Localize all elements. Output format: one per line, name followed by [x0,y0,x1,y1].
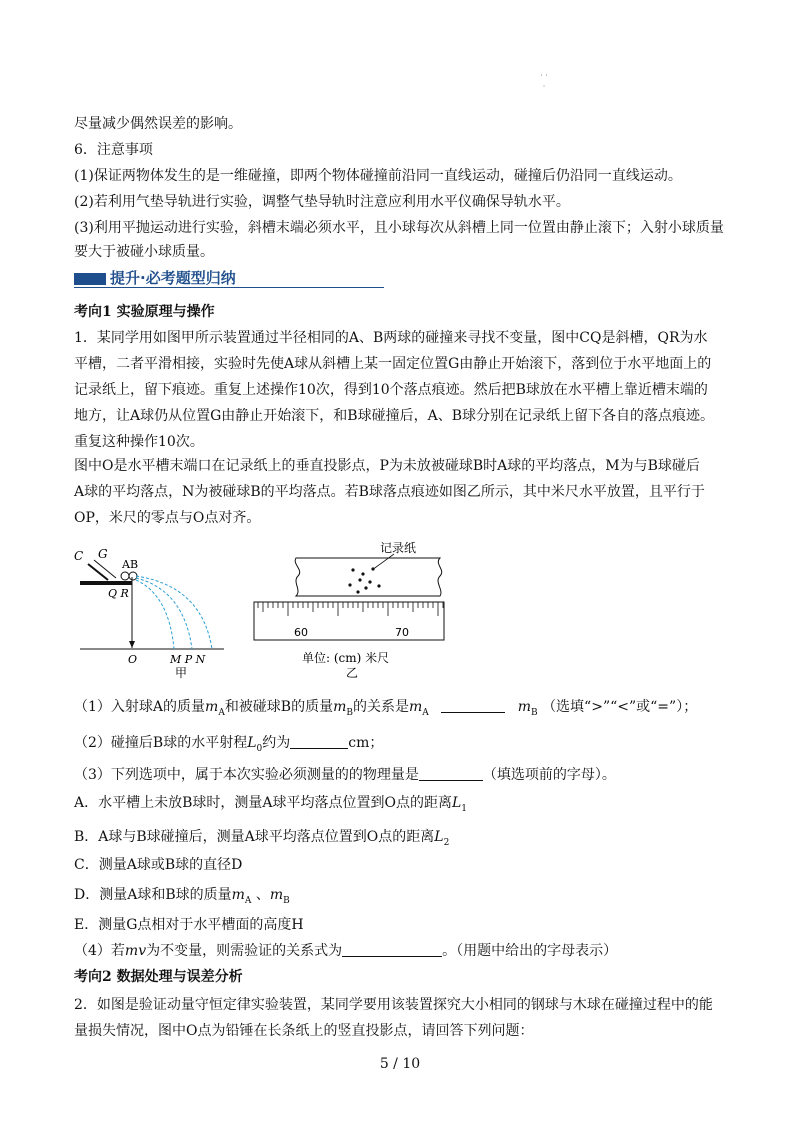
record-paper [295,558,442,596]
ruler-ticks [258,602,443,616]
horizontal-track [80,581,132,585]
banner-bar [74,273,106,285]
option-d: D．测量A球和B球的质量$m_A$ 、$m_B$ [74,887,290,906]
option-b: B．A球与B球碰撞后，测量A球平均落点位置到O点的距离$L_2$ [74,829,450,848]
heading-kx2: 考向2 数据处理与误差分析 [74,969,243,985]
figure-yi [254,541,444,680]
q1-line: OP，米尺的零点与O点对齐。 [74,510,261,526]
trajectory-p [136,578,192,649]
mark-dot [371,567,374,570]
tick-label-70: 70 [395,626,409,639]
trajectory-n [136,576,212,649]
label-o: O [128,653,138,666]
plumb-arrow [129,641,135,648]
page-number: 5 / 10 [379,1056,421,1072]
text-line: (2)若利用气垫导轨进行实验，调整气垫导轨时注意应利用水平仪确保导轨水平。 [74,194,570,210]
q2-line: 2．如图是验证动量守恒定律实验装置，某同学要用该装置探究大小相同的钢球与木球在碰撞过程中的能 [74,997,713,1013]
section-banner [74,267,384,289]
section-title: 提升·必考题型归纳 [110,269,236,287]
text-line: 尽量减少偶然误差的影响。 [74,116,242,132]
label-mpn: M P N [170,653,206,666]
q1-line: A球的平均落点，N为被碰球B的平均落点。若B球落点痕迹如图乙所示，其中米尺水平放置，且平行于 [74,484,705,500]
label-c: C [74,549,84,563]
banner-rule [74,287,384,288]
subq-4: （4）若mv为不变量，则需验证的关系式为 。（用题中给出的字母表示） [74,943,618,959]
subq-1: （1）入射球A的质量$m_A$和被碰球B的质量$m_B$的关系是$m_A$ $m_B$ （选填“>”“<”或“=”）； [74,699,698,718]
incline-chute-edge [94,560,116,578]
trajectory-m [136,580,174,649]
meter-ruler [254,602,444,640]
answer-blank[interactable] [342,942,442,957]
label-record-paper: 记录纸 [380,541,417,555]
q1-line: 重复这种操作10次。 [74,434,204,450]
answer-blank[interactable] [290,734,348,749]
label-yi: 乙 [346,666,359,680]
tick-label-60: 60 [294,626,308,639]
option-c: C．测量A球或B球的直径D [74,857,243,873]
q1-line: 记录纸上，留下痕迹。重复上述操作10次，得到10个落点痕迹。然后把B球放在水平槽上靠近槽末端的 [74,382,708,398]
mark-dot [377,584,380,587]
label-jia: 甲 [175,666,188,680]
answer-blank[interactable] [441,698,505,713]
heading-kx1: 考向1 实验原理与操作 [74,304,215,320]
subq-3: （3）下列选项中，属于本次实验必须测量的的物理量是 （填选项前的字母）。 [74,767,616,783]
figure-jia [74,547,224,680]
q1-line: 平槽，二者平滑相接，实验时先使A球从斜槽上某一固定位置G由静止开始滚下，落到位于水平地面上的 [74,356,712,372]
label-qr: Q R [108,587,129,600]
mark-dot [348,583,351,586]
mark-dot [361,572,364,575]
q2-line: 量损失情况，图中O点为铅锤在长条纸上的竖直投影点，请回答下列问题： [74,1023,534,1039]
q1-line: 地方，让A球仍从位置G由静止开始滚下，和B球碰撞后，A、B球分别在记录纸上留下各自的落点痕迹。 [74,408,714,424]
page-corner-dots: · · · [540,71,548,91]
mark-dot [364,586,367,589]
mark-dot [351,568,354,571]
unit-label: 单位: (cm) 米尺 [302,651,390,665]
mark-dot [356,590,359,593]
ball-b [129,572,137,580]
experiment-figure [74,540,474,685]
answer-blank[interactable] [419,766,483,781]
ball-a [121,572,129,580]
text-line: 6．注意事项 [74,142,153,158]
text-line: (3)利用平抛运动进行实验，斜槽末端必须水平，且小球每次从斜槽上同一位置由静止滚下；入射小球质量 [74,220,724,236]
subq-2: （2）碰撞后B球的水平射程$L_0$约为 cm； [74,735,384,754]
mark-dot [368,580,371,583]
q1-line: 1．某同学用如图甲所示装置通过半径相同的A、B两球的碰撞来寻找不变量，图中CQ是斜槽，QR为水 [74,330,708,346]
leader-line [372,554,394,570]
q1-line: 图中O是水平槽末端口在记录纸上的垂直投影点，P为未放被碰球B时A球的平均落点，M为与B球碰后 [74,458,700,474]
incline-chute [88,564,108,580]
text-line: (1)保证两物体发生的是一维碰撞，即两个物体碰撞前沿同一直线运动，碰撞后仍沿同一直线运动。 [74,168,682,184]
mark-dot [358,578,361,581]
label-ab: AB [122,558,139,571]
label-g: G [98,547,108,561]
option-a: A．水平槽上未放B球时，测量A球平均落点位置到O点的距离$L_1$ [74,795,468,814]
option-e: E．测量G点相对于水平槽面的高度H [74,917,304,933]
text-line: 要大于被碰小球质量。 [74,244,214,260]
